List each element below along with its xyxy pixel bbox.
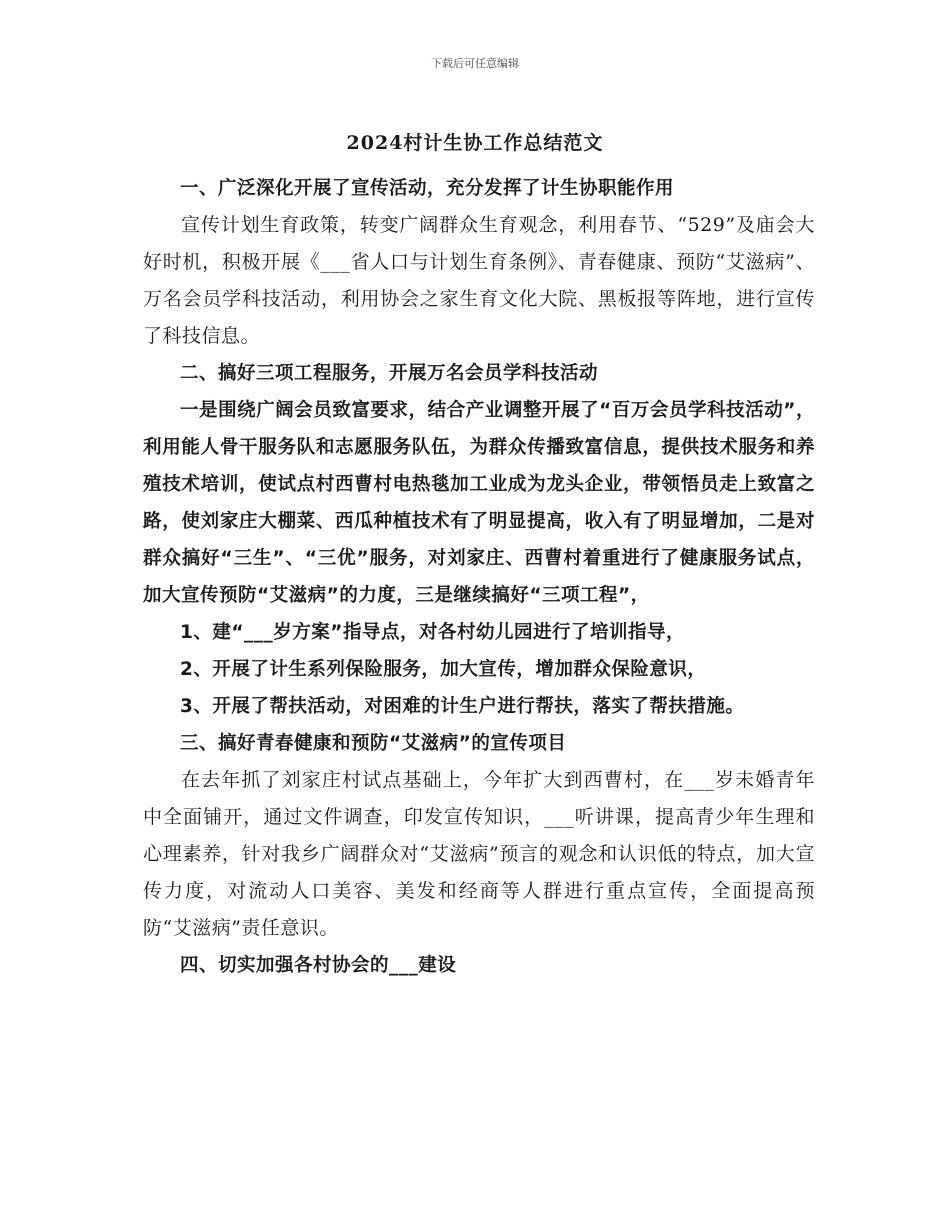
section-heading-3: 三、搞好青春健康和预防“艾滋病”的宣传项目 [180, 733, 567, 754]
section-heading-4: 四、切实加强各村协会的___建设 [180, 955, 457, 976]
section-heading-2: 二、搞好三项工程服务，开展万名会员学科技活动 [180, 363, 599, 384]
paragraph-3: 在去年抓了刘家庄村试点基础上，今年扩大到西曹村，在___岁未婚青年中全面铺开，通过文件调查，印发宣传知识，___听讲课，提高青少年生理和心理素养，针对我乡广阔群众对“艾滋病”预言的观念和认识低的特点，加大宣传力度，对流动人口美容、美发和经商等人群进行重点宣传，全面提高预防“艾滋病”责任意识。 [143, 769, 815, 939]
document-title: 2024村计生协工作总结范文 [346, 132, 604, 154]
list-item-2: 2、开展了计生系列保险服务，加大宣传，增加群众保险意识， [180, 659, 707, 680]
section-heading-1: 一、广泛深化开展了宣传活动，充分发挥了计生协职能作用 [180, 178, 675, 199]
list-item-1: 1、建“___岁方案”指导点，对各村幼儿园进行了培训指导， [180, 622, 685, 643]
document-body [143, 170, 815, 984]
list-item-3: 3、开展了帮扶活动，对困难的计生户进行帮扶，落实了帮扶措施。 [180, 696, 745, 717]
header-note: 下载后可任意编辑 [431, 57, 519, 70]
paragraph-2: 一是围绕广阔会员致富要求，结合产业调整开展了“百万会员学科技活动”，利用能人骨干服务队和志愿服务队伍，为群众传播致富信息，提供技术服务和养殖技术培训，使试点村西曹村电热毯加工业成为龙头企业，带领悟员走上致富之路，使刘家庄大棚菜、西瓜种植技术有了明显提高，收入有了明显增加，二是对群众搞好“三生”、“三优”服务，对刘家庄、西曹村着重进行了健康服务试点，加大宣传预防“艾滋病”的力度，三是继续搞好“三项工程”， [143, 400, 815, 606]
paragraph-1: 宣传计划生育政策，转变广阔群众生育观念，利用春节、“529”及庙会大好时机，积极开展《___省人口与计划生育条例》、青春健康、预防“艾滋病”、万名会员学科技活动，利用协会之家生育文化大院、黑板报等阵地，进行宣传了科技信息。 [143, 214, 815, 347]
